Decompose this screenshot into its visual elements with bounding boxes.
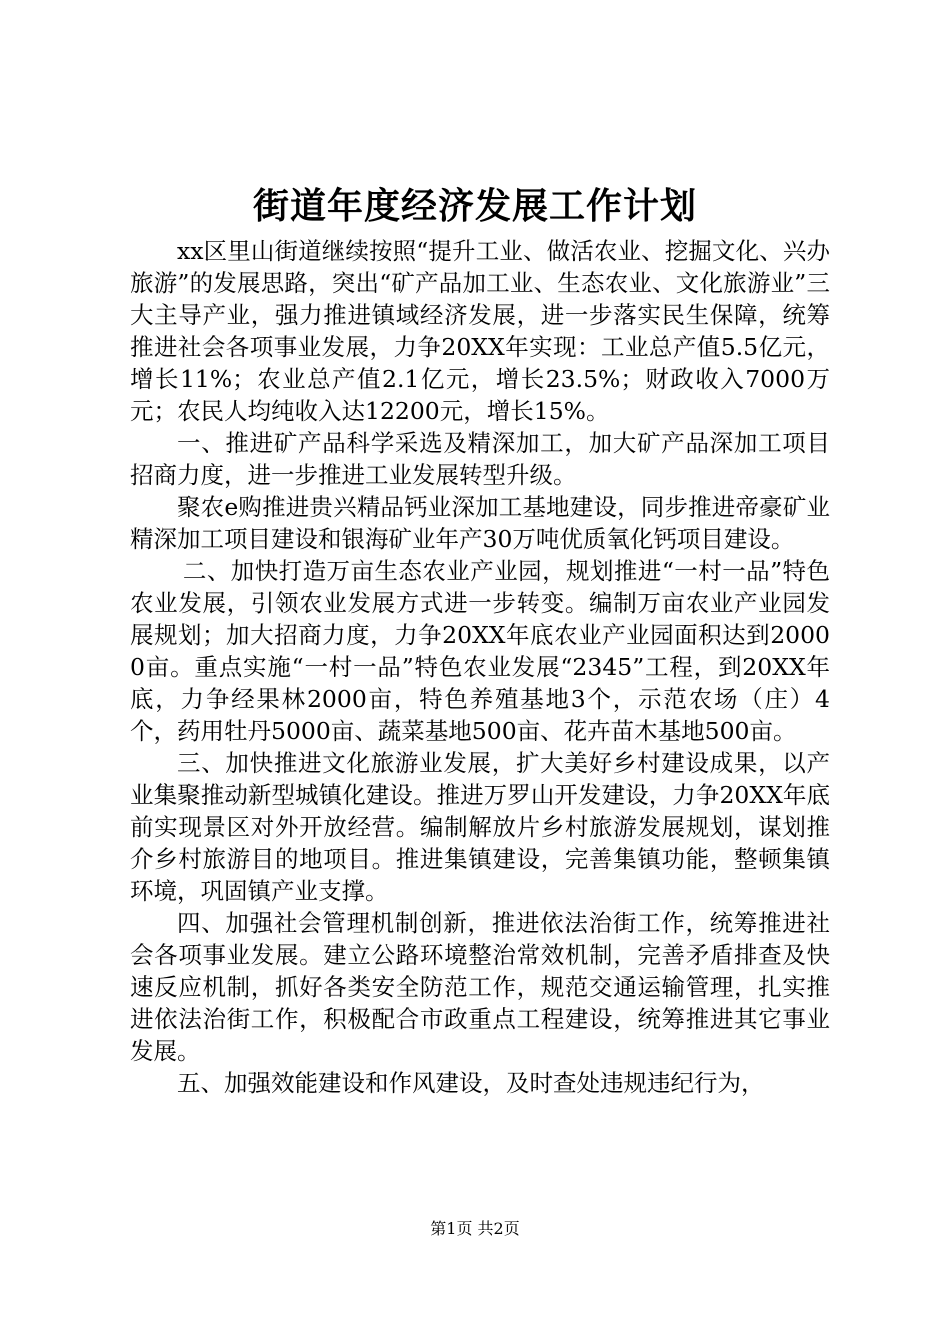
page-number-footer: 第1页 共2页 [430,1219,520,1238]
paragraph-section-1: 一、推进矿产品科学采选及精深加工，加大矿产品深加工项目招商力度，进一步推进工业发展转型升级。 [130,429,830,489]
paragraph-section-2: 二、加快打造万亩生态农业产业园，规划推进“一村一品”特色农业发展，引领农业发展方式进一步转变。编制万亩农业产业园发展规划；加大招商力度，力争20XX年底农业产业园面积达到20000亩。重点实施“一村一品”特色农业发展“2345”工程，到20XX年底，力争经果林2000亩，特色养殖基地3个，示范农场（庄）4个，药用牡丹5000亩、蔬菜基地500亩、花卉苗木基地500亩。 [130,557,830,745]
paragraph-section-5: 五、加强效能建设和作风建设，及时查处违规违纪行为， [177,1069,765,1097]
paragraph-intro: xx区里山街道继续按照“提升工业、做活农业、挖掘文化、兴办旅游”的发展思路，突出“矿产品加工业、生态农业、文化旅游业”三大主导产业，强力推进镇域经济发展，进一步落实民生保障，统筹推进社会各项事业发展，力争20XX年实现：工业总产值5.5亿元，增长11%；农业总产值2.1亿元，增长23.5%；财政收入7000万元；农民人均纯收入达12200元，增长15%。 [130,237,830,425]
document-body [130,235,830,1099]
paragraph-section-3: 三、加快推进文化旅游业发展，扩大美好乡村建设成果，以产业集聚推动新型城镇化建设。推进万罗山开发建设，力争20XX年底前实现景区对外开放经营。编制解放片乡村旅游发展规划，谋划推介乡村旅游目的地项目。推进集镇建设，完善集镇功能，整顿集镇环境，巩固镇产业支撑。 [130,749,830,905]
paragraph-section-1-detail: 聚农e购推进贵兴精品钙业深加工基地建设，同步推进帝豪矿业精深加工项目建设和银海矿业年产30万吨优质氧化钙项目建设。 [130,493,830,553]
paragraph-section-4: 四、加强社会管理机制创新，推进依法治街工作，统筹推进社会各项事业发展。建立公路环境整治常效机制，完善矛盾排查及快速反应机制，抓好各类安全防范工作，规范交通运输管理，扎实推进依法治街工作，积极配合市政重点工程建设，统筹推进其它事业发展。 [130,909,830,1065]
document-title: 街道年度经济发展工作计划 [252,185,697,227]
